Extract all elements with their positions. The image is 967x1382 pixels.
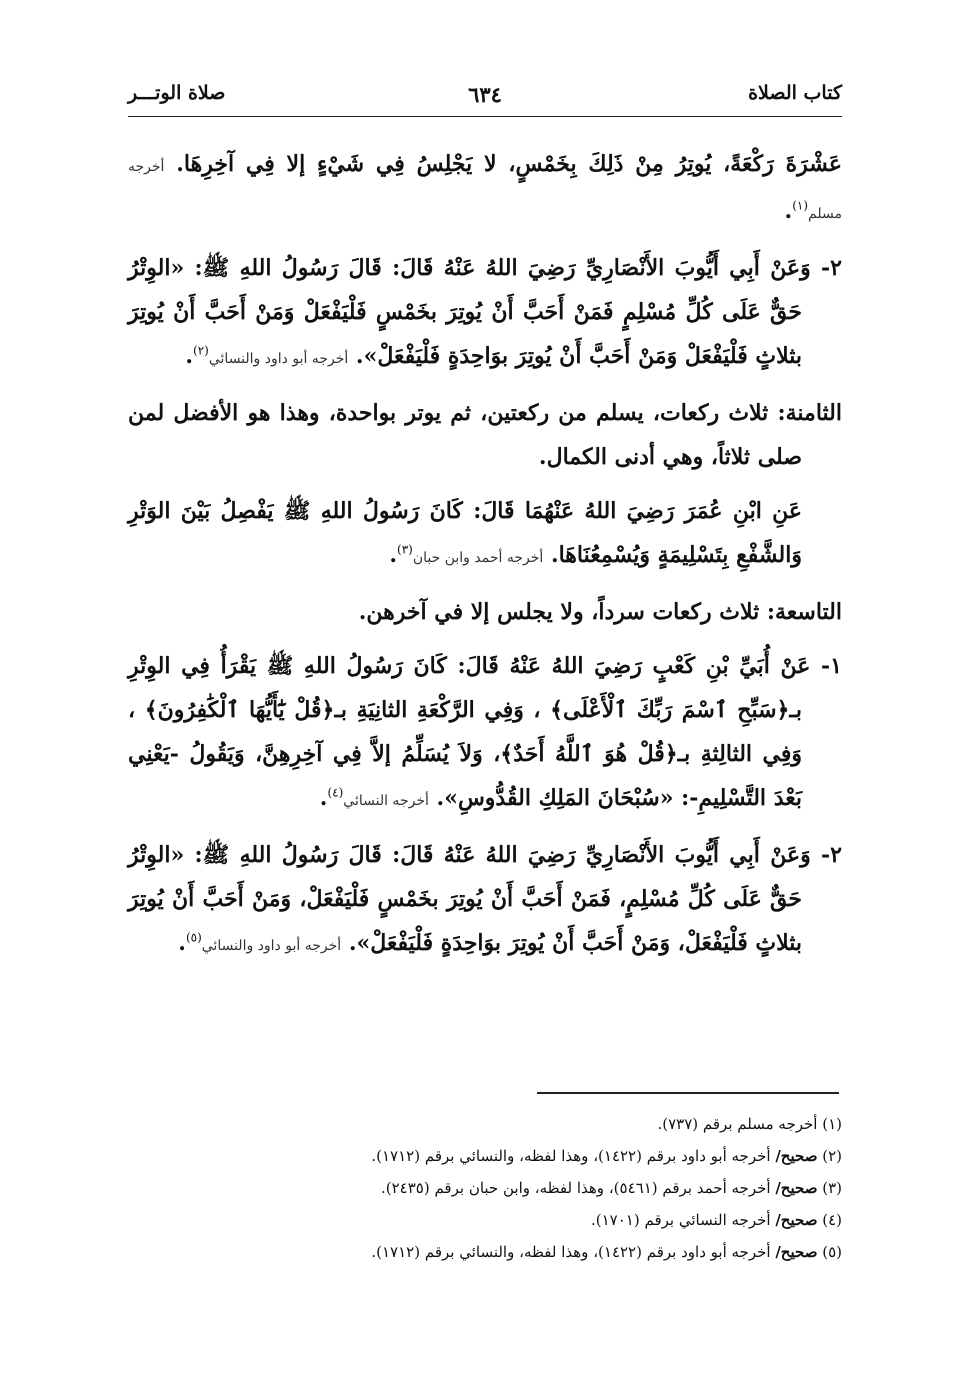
hadith-source: أخرجه النسائي — [343, 793, 429, 809]
footnote-number: (٣) — [822, 1179, 842, 1197]
footnote — [128, 1236, 842, 1268]
footnote — [128, 1108, 842, 1140]
hadith-abu-ayyub: ٢- وَعَنْ أَبِي أَيُّوبَ الأَنْصَارِيِّ رَضِيَ اللهُ عَنْهُ قَالَ: قَالَ رَسُولُ اللهِ ﷺ: «الوِتْرُ حَقٌّ عَلَى كُلِّ مُسْلِمٍ فَمَنْ أَحَبَّ أَنْ يُوتِرَ بخَمْسٍ فَلْيَفْعَلْ وَمَنْ أَحَبَّ أَنْ يُوتِرَ بثلاثٍ فَلْيَفْعَلْ وَمَنْ أَحَبَّ أَنْ يُوتِرَ بوَاحِدَةٍ فَلْيَفْعَلْ». أخرجه أبو داود والنسائي$^{(٢)}$. — [128, 255, 842, 369]
footnote-grade: صحيح/ — [775, 1243, 818, 1261]
hadith-text: ٢- وَعَنْ أَبِي أَيُّوبَ الأَنْصَارِيِّ رَضِيَ اللهُ عَنْهُ قَالَ: قَالَ رَسُولُ اللهِ ﷺ: «الوِتْرُ حَقٌّ عَلَى كُلِّ مُسْلِمٍ، فَمَنْ أَحَبَّ أَنْ يُوتِرَ بخَمْسٍ فَلْيَفْعَلْ، وَمَنْ أَحَبَّ أَنْ يُوتِرَ بثلاثٍ فَلْيَفْعَلْ، وَمَنْ أَحَبَّ أَنْ يُوتِرَ بوَاحِدَةٍ فَلْيَفْعَلْ». — [128, 842, 842, 956]
hadith-ibn-umar: عَنِ ابْنِ عُمَرَ رَضِيَ اللهُ عَنْهُمَا قَالَ: كَانَ رَسُولُ اللهِ ﷺ يَفْصِلُ بَيْنَ الوَتْرِ وَالشَّفْعِ بِتَسْلِيمَةٍ وَيُسْمِعُنَاهَا. أخرجه أحمد وابن حبان$^{(٣)}$. — [128, 498, 802, 568]
footnote-number: (٥) — [822, 1243, 842, 1261]
page-number: ٦٣٤ — [468, 82, 502, 107]
footnote-ref[interactable]: (٥) — [185, 930, 202, 945]
hadith-text: ١- عَنْ أُبَيِّ بْنِ كَعْبٍ رَضِيَ اللهُ عَنْهُ قَالَ: كَانَ رَسُولُ اللهِ ﷺ يَقْرَأُ فِي الوِتْرِ بـ﴿سَبِّحِ ٱسْمَ رَبِّكَ ٱلْأَعْلَى﴾ ، وَفِي الرَّكْعَةِ الثانِيَةِ بـ﴿قُلْ يَٰٓأَيُّهَا ٱلْكَٰفِرُونَ﴾ ، وَفِي الثالِثةِ بـ﴿قُلْ هُوَ ٱللَّهُ أَحَدٌ﴾، وَلاَ يُسَلِّمُ إلاَّ فِي آخِرِهِنَّ، وَيَقُولُ -يَعْنِي بَعْدَ التَّسْلِيمِ-: «سُبْحَانَ المَلِكِ القُدُّوسِ». — [128, 653, 842, 811]
section-ninth — [128, 590, 842, 634]
footnote-ref[interactable]: (٢) — [193, 343, 209, 358]
footnote-ref[interactable]: (٣) — [397, 542, 413, 557]
footnote-divider — [537, 1092, 839, 1094]
footnote-text: أخرجه أبو داود برقم (١٤٢٢)، وهذا لفظه، والنسائي برقم (١٧١٢). — [371, 1243, 771, 1261]
section-text: الثامنة: ثلاث ركعات، يسلم من ركعتين، ثم يوتر بواحدة، وهذا هو الأفضل لمن صلى ثلاثاً، وهي أدنى الكمال. — [128, 400, 842, 470]
footnote-grade: صحيح/ — [775, 1211, 818, 1229]
running-header — [128, 82, 842, 112]
footnote-text: أخرجه مسلم برقم (٧٣٧). — [657, 1115, 818, 1133]
footnote — [128, 1140, 842, 1172]
footnote-grade: صحيح/ — [775, 1179, 818, 1197]
header-divider — [128, 116, 842, 117]
paragraph-continuation: عَشْرَةَ رَكْعَةً، يُوتِرُ مِنْ ذَلِكَ بِخَمْسٍ، لا يَجْلِسُ فِي شَيْءٍ إلا فِي آخِرِهَا. أخرجه مسلم$^{(١)}$. — [128, 151, 842, 224]
hadith-ubayy: ١- عَنْ أُبَيِّ بْنِ كَعْبٍ رَضِيَ اللهُ عَنْهُ قَالَ: كَانَ رَسُولُ اللهِ ﷺ يَقْرَأُ فِي الوِتْرِ بـ﴿سَبِّحِ ٱسْمَ رَبِّكَ ٱلْأَعْلَى﴾ ، وَفِي الرَّكْعَةِ الثانِيَةِ بـ﴿قُلْ يَٰٓأَيُّهَا ٱلْكَٰفِرُونَ﴾ ، وَفِي الثالِثةِ بـ﴿قُلْ هُوَ ٱللَّهُ أَحَدٌ﴾، وَلاَ يُسَلِّمُ إلاَّ فِي آخِرِهِنَّ، وَيَقُولُ -يَعْنِي بَعْدَ التَّسْلِيمِ-: «سُبْحَانَ المَلِكِ القُدُّوسِ». أخرجه النسائي$^{(٤)}$. — [128, 653, 842, 811]
footnote-text: أخرجه النسائي برقم (١٧٠١). — [591, 1211, 771, 1229]
hadith-text: عَشْرَةَ رَكْعَةً، يُوتِرُ مِنْ ذَلِكَ بِخَمْسٍ، لا يَجْلِسُ فِي شَيْءٍ إلا فِي آخِرِهَا. — [176, 151, 842, 177]
chapter-title: صلاة الوتـــر — [128, 82, 226, 104]
book-title: كتاب الصلاة — [748, 82, 842, 104]
section-text: التاسعة: ثلاث ركعات سرداً، ولا يجلس إلا في آخرهن. — [358, 599, 842, 625]
footnote-ref[interactable]: (٤) — [327, 785, 344, 800]
hadith-text: ٢- وَعَنْ أَبِي أَيُّوبَ الأَنْصَارِيِّ رَضِيَ اللهُ عَنْهُ قَالَ: قَالَ رَسُولُ اللهِ ﷺ: «الوِتْرُ حَقٌّ عَلَى كُلِّ مُسْلِمٍ فَمَنْ أَحَبَّ أَنْ يُوتِرَ بخَمْسٍ فَلْيَفْعَلْ وَمَنْ أَحَبَّ أَنْ يُوتِرَ بثلاثٍ فَلْيَفْعَلْ وَمَنْ أَحَبَّ أَنْ يُوتِرَ بوَاحِدَةٍ فَلْيَفْعَلْ». — [128, 255, 842, 369]
hadith-source: أخرجه مسلم — [128, 159, 842, 222]
footnote — [128, 1204, 842, 1236]
footnote-grade: صحيح/ — [775, 1147, 818, 1165]
footnote-text: أخرجه أحمد برقم (٥٤٦١)، وهذا لفظه، وابن حبان برقم (٢٤٣٥). — [380, 1179, 771, 1197]
footnote-number: (١) — [822, 1115, 842, 1133]
footnote — [128, 1172, 842, 1204]
hadith-abu-ayyub-2: ٢- وَعَنْ أَبِي أَيُّوبَ الأَنْصَارِيِّ رَضِيَ اللهُ عَنْهُ قَالَ: قَالَ رَسُولُ اللهِ ﷺ: «الوِتْرُ حَقٌّ عَلَى كُلِّ مُسْلِمٍ، فَمَنْ أَحَبَّ أَنْ يُوتِرَ بخَمْسٍ فَلْيَفْعَلْ، وَمَنْ أَحَبَّ أَنْ يُوتِرَ بثلاثٍ فَلْيَفْعَلْ، وَمَنْ أَحَبَّ أَنْ يُوتِرَ بوَاحِدَةٍ فَلْيَفْعَلْ». أخرجه أبو داود والنسائي$^{(٥)}$. — [128, 842, 842, 956]
footnote-ref[interactable]: (١) — [792, 198, 809, 213]
footnote-text: أخرجه أبو داود برقم (١٤٢٢)، وهذا لفظه، والنسائي برقم (١٧١٢). — [371, 1147, 771, 1165]
footnote-number: (٢) — [822, 1147, 842, 1165]
hadith-text: عَنِ ابْنِ عُمَرَ رَضِيَ اللهُ عَنْهُمَا قَالَ: كَانَ رَسُولُ اللهِ ﷺ يَفْصِلُ بَيْنَ الوَتْرِ وَالشَّفْعِ بِتَسْلِيمَةٍ وَيُسْمِعُنَاهَا. — [128, 498, 802, 568]
footnotes — [128, 1108, 842, 1268]
section-eighth — [128, 391, 842, 479]
footnote-number: (٤) — [822, 1211, 842, 1229]
hadith-source: أخرجه أحمد وابن حبان — [412, 550, 544, 566]
hadith-source: أخرجه أبو داود والنسائي — [208, 351, 349, 367]
hadith-source: أخرجه أبو داود والنسائي — [201, 938, 342, 954]
main-text — [128, 142, 842, 978]
